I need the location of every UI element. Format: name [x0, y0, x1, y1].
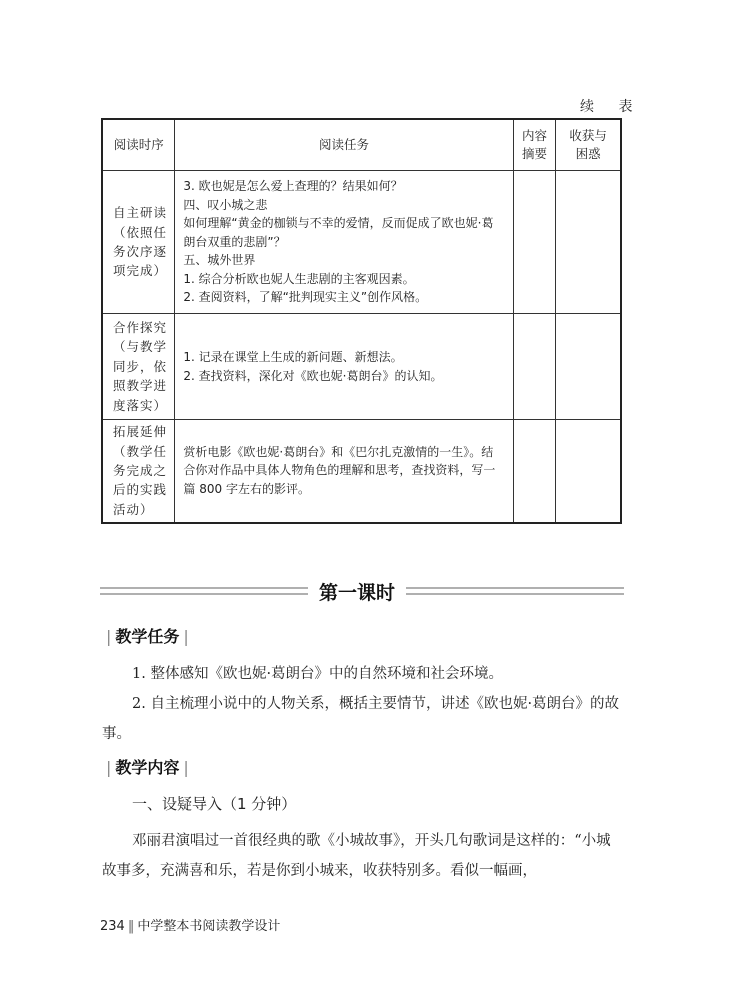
- teaching-content-label: 教学内容: [115, 758, 180, 777]
- table-header-row: [102, 119, 621, 171]
- page-footer: [100, 915, 280, 934]
- gains-cell: [556, 420, 621, 523]
- row-phase-extension: 拓展延伸（教学任务完成之后的实践活动）: [102, 420, 175, 523]
- teaching-tasks-label: 教学任务: [115, 627, 180, 646]
- heading-bar-icon: |: [183, 627, 189, 646]
- row-tasks-cooperative: [175, 314, 513, 420]
- gains-cell: [556, 171, 621, 314]
- intro-paragraph: 邓丽君演唱过一首很经典的歌《小城故事》，开头几句歌词是这样的：“小城故事多，充满喜和乐，若是你到小城来，收获特别多。看似一幅画，: [102, 833, 611, 879]
- table-row: [102, 420, 621, 523]
- page-number: 234: [100, 919, 125, 934]
- header-reading-tasks: 阅读任务: [175, 119, 513, 171]
- task-line: 赏析电影《欧也妮·葛朗台》和《巴尔扎克激情的一生》。结合你对作品中具体人物角色的理解和思考，查找资料，写一篇 800 字左右的影评。: [183, 444, 496, 497]
- divider-right-top: [406, 587, 624, 589]
- task-item: 2. 自主梳理小说中的人物关系，概括主要情节，讲述《欧也妮·葛朗台》的故事。: [102, 696, 620, 742]
- divider-right-bottom: [406, 593, 624, 595]
- task-line: 2. 查找资料，深化对《欧也妮·葛朗台》的认知。: [183, 368, 443, 383]
- task-item: 1. 整体感知《欧也妮·葛朗台》中的自然环境和社会环境。: [132, 666, 504, 682]
- row-phase-cooperative: 合作探究（与教学同步，依照教学进度落实）: [102, 314, 175, 420]
- heading-bar-icon: |: [106, 627, 112, 646]
- table-row: [102, 171, 621, 314]
- heading-bar-icon: |: [106, 758, 112, 777]
- row-phase-self-study: 自主研读（依照任务次序逐项完成）: [102, 171, 175, 314]
- task-line: 1. 记录在课堂上生成的新问题、新想法。: [183, 349, 403, 364]
- table-row: [102, 314, 621, 420]
- header-content-summary-label: 内容摘要: [521, 127, 547, 161]
- row-tasks-self-study: [175, 171, 513, 314]
- task-line: 1. 综合分析欧也妮人生悲剧的主客观因素。: [183, 271, 415, 286]
- footer-separator: ‖: [127, 919, 135, 934]
- lesson-title: 第一课时: [318, 582, 395, 604]
- task-line: 如何理解“黄金的枷锁与不幸的爱情，反而促成了欧也妮·葛朗台双重的悲剧”？: [183, 216, 494, 249]
- teaching-tasks-list: [102, 659, 624, 749]
- summary-cell: [513, 314, 556, 420]
- book-title: 中学整本书阅读教学设计: [137, 919, 281, 934]
- header-content-summary: [513, 119, 556, 171]
- intro-paragraph-block: [102, 826, 624, 886]
- divider-left-bottom: [100, 593, 308, 595]
- row-tasks-extension: [175, 420, 513, 523]
- divider-left-top: [100, 587, 308, 589]
- continuation-label: 续 表: [580, 99, 643, 115]
- intro-subheading: 一、设疑导入（1 分钟）: [132, 795, 297, 813]
- task-line: 四、叹小城之悲: [183, 197, 268, 212]
- heading-bar-icon: |: [183, 758, 189, 777]
- summary-cell: [513, 171, 556, 314]
- header-gains-doubts: [556, 119, 621, 171]
- header-gains-doubts-label: 收获与困惑: [569, 127, 607, 161]
- task-line: 五、城外世界: [183, 253, 256, 268]
- teaching-tasks-heading: [102, 624, 193, 647]
- task-line: 3. 欧也妮是怎么爱上查理的？结果如何？: [183, 178, 403, 193]
- summary-cell: [513, 420, 556, 523]
- teaching-content-heading: [102, 755, 193, 778]
- task-line: 2. 查阅资料，了解“批判现实主义”创作风格。: [183, 290, 428, 305]
- reading-plan-table: [101, 118, 622, 524]
- header-reading-phase: 阅读时序: [102, 119, 175, 171]
- gains-cell: [556, 314, 621, 420]
- lesson-heading: [100, 578, 624, 608]
